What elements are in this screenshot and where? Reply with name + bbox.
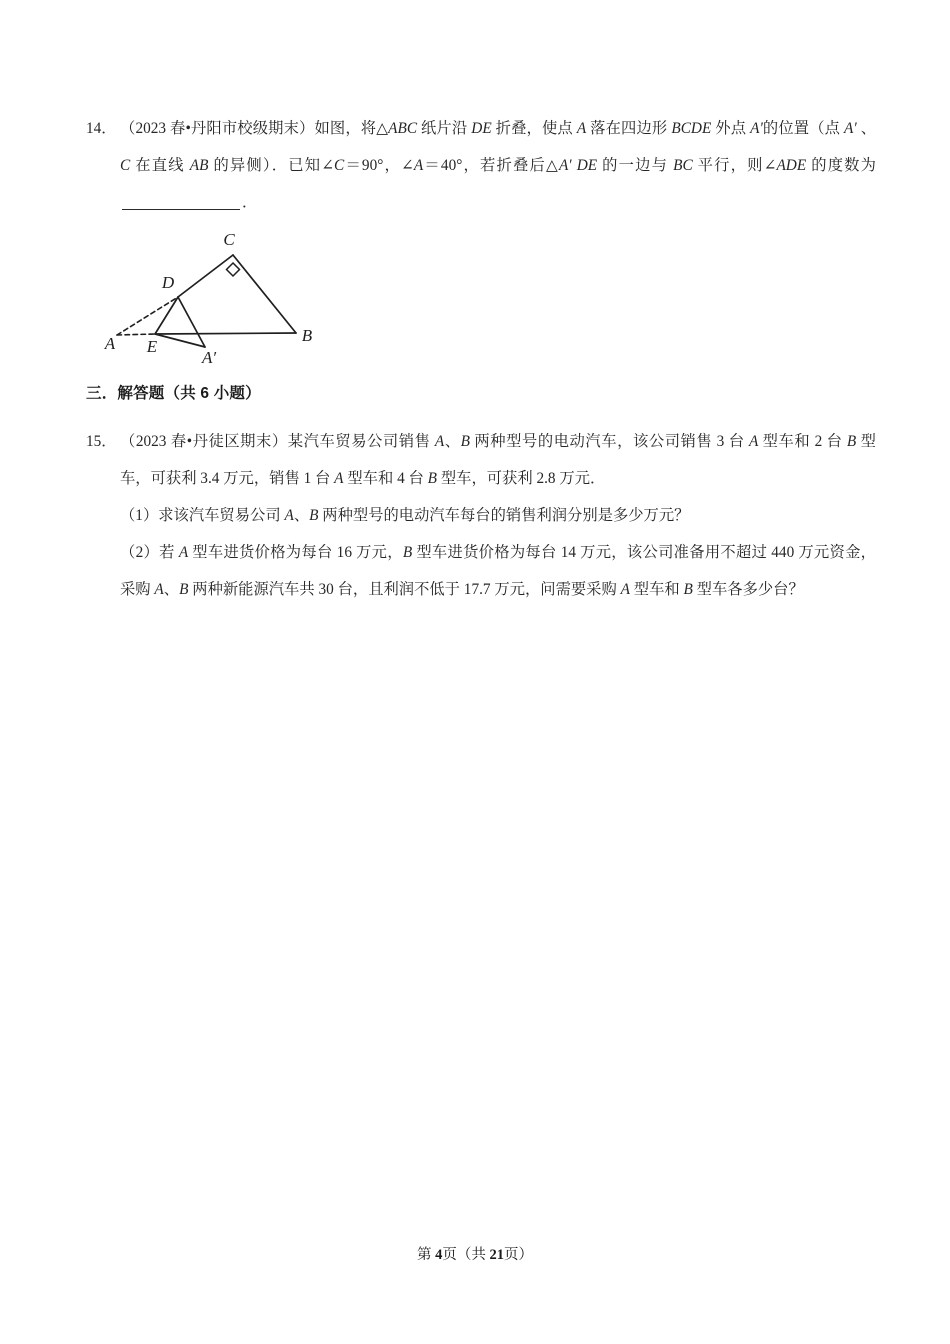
- figure-label-A: A: [104, 334, 116, 353]
- figure-label-C: C: [223, 230, 235, 249]
- q15-sub1-label-a: A: [284, 507, 294, 524]
- q15-sub-question-2: [120, 534, 876, 608]
- q15-stem-10: 型车和 4 台: [343, 470, 428, 487]
- q15-stem-6: 型车和 2 台: [758, 433, 847, 450]
- question-14-body: [120, 110, 876, 221]
- q14-text-1e: 外点: [711, 120, 751, 137]
- edge-AE-dashed: [117, 334, 155, 335]
- figure-dashed-edges: [117, 297, 178, 335]
- q15-stem-4: 两种型号的电动汽车，该公司销售 3 台: [470, 433, 749, 450]
- q14-label-de: DE: [471, 120, 492, 137]
- q14-text-1f: 的位置（点: [762, 120, 845, 137]
- q15-stem-2: 、: [444, 433, 461, 450]
- footer-middle: 页（共: [442, 1247, 486, 1263]
- q15-sub2-10: 型车和: [629, 581, 684, 598]
- q15-stem-label-a-3: A: [334, 470, 344, 487]
- q14-comma-2: ，: [462, 157, 481, 174]
- edge-DAprime: [178, 297, 205, 347]
- q15-sub2-8: 两种新能源汽车共 30 台，且利润不低于 17.7 万元，问需要采购: [188, 581, 621, 598]
- q15-sub2-6: 、: [163, 581, 180, 598]
- q14-text-1h: 在直线: [130, 157, 190, 174]
- q14-label-a1: A: [576, 120, 587, 137]
- answer-blank-q14[interactable]: [122, 209, 240, 210]
- page-footer: [0, 1243, 950, 1264]
- q14-comma-1: ，: [383, 157, 402, 174]
- q14-label-bcde: BCDE: [671, 120, 712, 137]
- figure-label-A-prime: A′: [201, 348, 217, 365]
- figure-label-D: D: [161, 273, 175, 292]
- q14-text-1g: 、: [856, 120, 877, 137]
- edge-AD-dashed: [117, 297, 178, 335]
- q15-sub2-label-a-2: A: [154, 581, 164, 598]
- q15-sub2-2: 型车进货价格为每台 16 万元，: [188, 544, 403, 561]
- q15-sub2-label-b-2: B: [179, 581, 189, 598]
- question-15-body: [120, 423, 876, 608]
- q15-sub2-label-b-1: B: [402, 544, 413, 561]
- q14-text-1b: 纸片沿: [417, 120, 472, 137]
- footer-prefix: 第: [417, 1247, 432, 1263]
- q14-label-c2: C: [334, 157, 345, 174]
- q15-sub1-2: 、: [293, 507, 310, 524]
- q15-sub1-0: （1）求该汽车贸易公司: [120, 507, 285, 524]
- edge-DC: [178, 255, 233, 297]
- q15-stem-label-b-1: B: [460, 433, 471, 450]
- q14-text-1j: 若折叠后△: [480, 157, 559, 174]
- footer-total-pages: 21: [489, 1247, 504, 1263]
- q14-text-1l: 平行，则∠: [692, 157, 777, 174]
- q14-text-1i: 的异侧）．已知∠: [208, 157, 335, 174]
- footer-suffix: 页）: [504, 1247, 533, 1263]
- q14-angle-c-value: ＝90°: [344, 157, 384, 174]
- figure-label-E: E: [146, 337, 158, 356]
- edge-DE: [155, 297, 178, 334]
- q15-sub2-label-b-3: B: [683, 581, 693, 598]
- q14-text-1m: 的度数为: [806, 157, 876, 174]
- q14-angle-a-value: ＝40°: [423, 157, 463, 174]
- q14-source: （2023 春•丹阳市校级期末）: [120, 120, 315, 137]
- q14-label-aprime-1: A': [750, 120, 763, 137]
- geometry-figure-q14: [96, 225, 356, 365]
- q15-sub2-4: 型车进货价格为每台 14 万元，该公司准备用不超过 440 万元资金，采购: [120, 544, 876, 598]
- q14-label-abc: ABC: [388, 120, 418, 137]
- question-15-number: 15．: [86, 433, 117, 450]
- q14-label-ade: ADE: [776, 157, 807, 174]
- q15-sub2-label-a-1: A: [178, 544, 189, 561]
- q14-text-1: 如图，将△: [314, 120, 389, 137]
- footer-page-number: 4: [435, 1247, 443, 1263]
- q14-text-1c: 折叠，使点: [491, 120, 577, 137]
- q14-label-de-2: DE: [576, 157, 598, 174]
- q15-stem-label-b-3: B: [427, 470, 438, 487]
- q14-label-ab: AB: [189, 157, 209, 174]
- question-15: [86, 423, 876, 608]
- q14-label-c1: C: [120, 157, 131, 174]
- figure-label-B: B: [301, 326, 313, 345]
- q15-sub-question-1: [120, 497, 876, 534]
- q14-label-bc: BC: [673, 157, 693, 174]
- figure-solid-edges: [155, 255, 296, 347]
- right-angle-mark-c: [227, 263, 240, 276]
- q15-sub2-label-a-3: A: [620, 581, 630, 598]
- q15-stem-label-b-2: B: [846, 433, 857, 450]
- q14-text-1k: 的一边与: [597, 157, 674, 174]
- q14-period: ．: [242, 194, 258, 211]
- edge-EB: [155, 333, 296, 334]
- q15-stem-label-a-2: A: [748, 433, 759, 450]
- q15-stem-0: 某汽车贸易公司销售: [287, 433, 435, 450]
- q15-sub2-0: （2）若: [120, 544, 179, 561]
- q15-source: （2023 春•丹徒区期末）: [120, 433, 288, 450]
- q15-sub1-4: 两种型号的电动汽车每台的销售利润分别是多少万元？: [318, 507, 690, 524]
- q15-stem: [120, 423, 876, 497]
- q14-text-1d: 落在四边形: [586, 120, 672, 137]
- q15-stem-8: 型车，可获利 3.4 万元，销售 1 台: [120, 433, 876, 487]
- q15-sub1-label-b: B: [309, 507, 319, 524]
- q14-label-a2: A: [413, 157, 424, 174]
- q15-stem-label-a-1: A: [434, 433, 445, 450]
- edge-CB: [233, 255, 296, 333]
- question-14: [86, 110, 876, 221]
- q14-label-aprime-2: A′: [844, 120, 857, 137]
- section-heading-3: 三．解答题（共 6 小题）: [86, 385, 261, 402]
- q14-label-aprime-3: A′: [558, 157, 572, 174]
- q14-angle-a-symbol: ∠: [401, 157, 414, 174]
- question-14-number: 14．: [86, 120, 117, 137]
- edge-EAprime: [155, 334, 205, 347]
- q15-sub2-12: 型车各多少台？: [692, 581, 804, 598]
- q15-stem-12: 型车，可获利 2.8 万元．: [437, 470, 606, 487]
